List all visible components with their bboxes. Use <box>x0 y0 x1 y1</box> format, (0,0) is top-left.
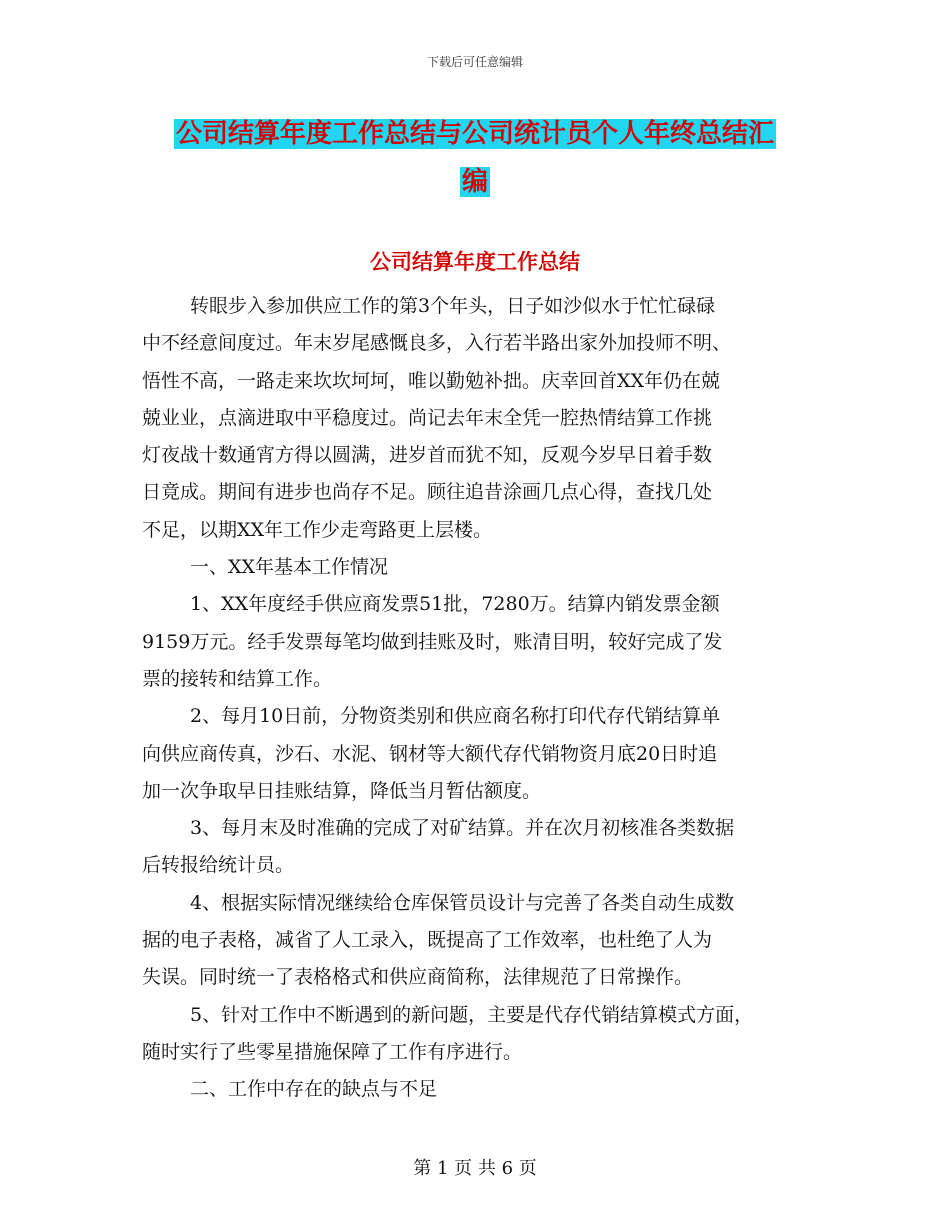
text-line: 二、工作中存在的缺点与不足 <box>190 1078 438 1101</box>
text-line: 9159万元。经手发票每笔均做到挂账及时，账清目明，较好完成了发 <box>142 630 723 653</box>
text-line: 灯夜战十数通宵方得以圆满，进岁首而犹不知，反观今岁早日着手数 <box>142 444 713 467</box>
text-line: 3、每月末及时准确的完成了对矿结算。并在次月初核准各类数据 <box>190 817 735 840</box>
text-line: 4、根据实际情况继续给仓库保管员设计与完善了各类自动生成数 <box>190 891 735 914</box>
text-line: 后转报给统计员。 <box>142 854 295 877</box>
paragraph-item-3 <box>142 810 807 885</box>
paragraph-item-2 <box>142 698 807 810</box>
text-line: 据的电子表格，减省了人工录入，既提高了工作效率，也杜绝了人为 <box>142 929 713 952</box>
page-footer: 第 1 页 共 6 页 <box>413 1158 537 1179</box>
text-line: 兢业业，点滴进取中平稳度过。尚记去年末全凭一腔热情结算工作挑 <box>142 406 713 429</box>
page-header: 下载后可任意编辑 <box>426 55 523 69</box>
text-line: 票的接转和结算工作。 <box>142 667 333 690</box>
text-line: 一、XX年基本工作情况 <box>190 556 389 579</box>
text-line: 向供应商传真，沙石、水泥、钢材等大额代存代销物资月底20日时追 <box>142 742 718 765</box>
document-body <box>142 288 807 1109</box>
text-line: 加一次争取早日挂账结算，降低当月暂估额度。 <box>142 779 542 802</box>
section-heading-2 <box>142 1071 807 1108</box>
text-line: 5、针对工作中不断遇到的新问题，主要是代存代销结算模式方面， <box>190 1003 754 1026</box>
title-line-2: 编 <box>461 167 488 197</box>
text-line: 悟性不高，一路走来坎坎坷坷，唯以勤勉补拙。庆幸回首XX年仍在兢 <box>142 369 721 392</box>
text-line: 随时实行了些零星措施保障了工作有序进行。 <box>142 1040 523 1063</box>
paragraph-intro <box>142 288 807 549</box>
section-heading-1 <box>142 549 807 586</box>
paragraph-item-1 <box>142 586 807 698</box>
text-line: 不足，以期XX年工作少走弯路更上层楼。 <box>142 518 493 541</box>
document-title <box>0 110 950 206</box>
text-line: 1、XX年度经手供应商发票51批，7280万。结算内销发票金额 <box>190 593 720 616</box>
text-line: 2、每月10日前，分物资类别和供应商名称打印代存代销结算单 <box>190 705 721 728</box>
text-line: 中不经意间度过。年末岁尾感慨良多，入行若半路出家外加投师不明、 <box>142 332 732 355</box>
paragraph-item-5 <box>142 997 807 1072</box>
text-line: 日竟成。期间有进步也尚存不足。顾往追昔涂画几点心得，查找几处 <box>142 481 713 504</box>
text-line: 失误。同时统一了表格格式和供应商简称，法律规范了日常操作。 <box>142 966 694 989</box>
text-line: 转眼步入参加供应工作的第3个年头，日子如沙似水于忙忙碌碌 <box>190 295 716 317</box>
paragraph-item-4 <box>142 885 807 997</box>
section-title: 公司结算年度工作总结 <box>370 249 580 274</box>
title-line-1: 公司结算年度工作总结与公司统计员个人年终总结汇 <box>175 119 774 149</box>
